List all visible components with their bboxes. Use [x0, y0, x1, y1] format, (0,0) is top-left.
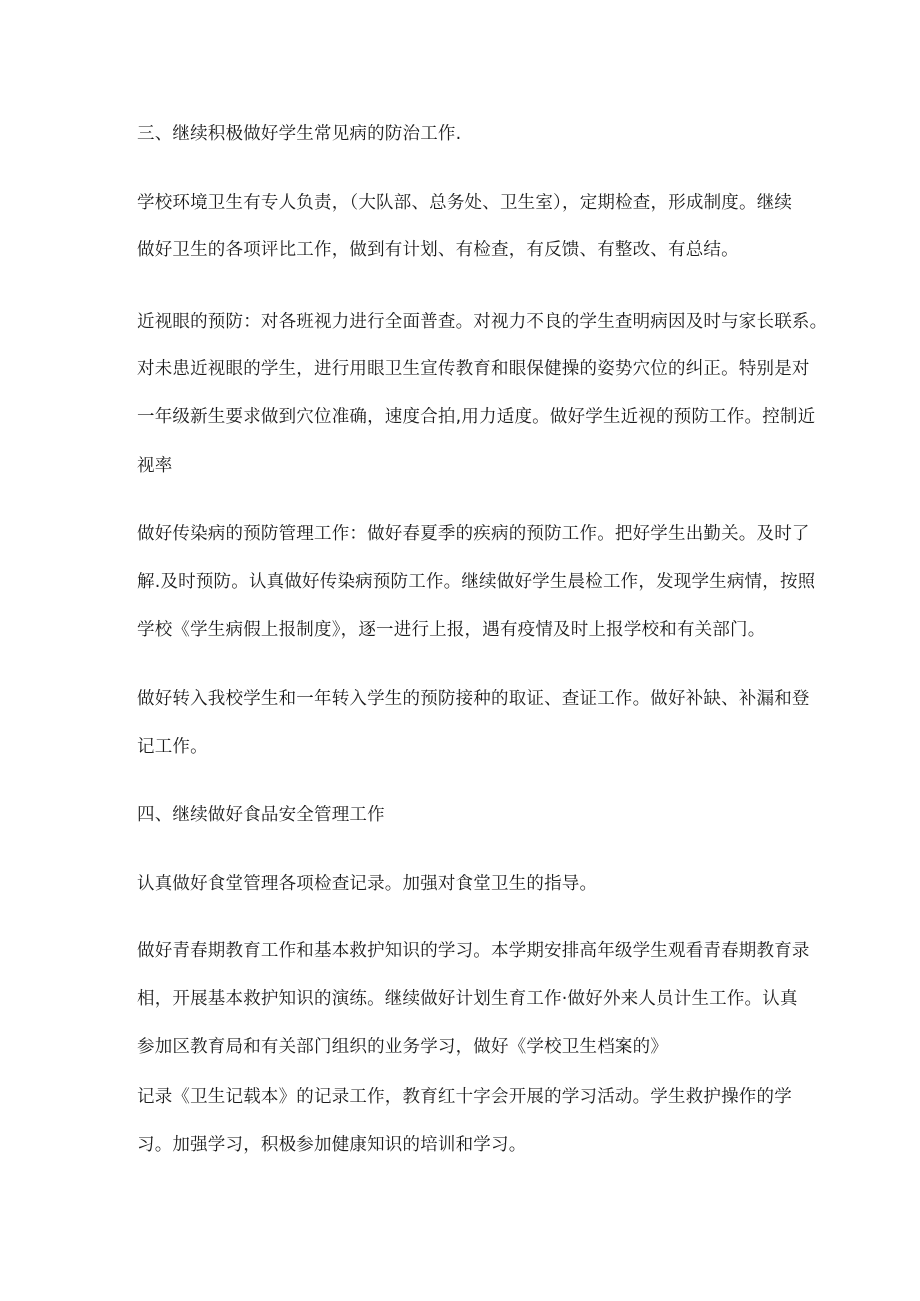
section-heading: 三、继续积极做好学生常见病的防治工作. [137, 124, 462, 144]
paragraph-line: 记录《卫生记载本》的记录工作，教育红十字会开展的学习活动。学生救护操作的学 [137, 1087, 792, 1107]
paragraph-line: 近视眼的预防：对各班视力进行全面普查。对视力不良的学生查明病因及时与家长联系。 [137, 312, 828, 332]
paragraph-line: 做好卫生的各项评比工作，做到有计划、有检查，有反馈、有整改、有总结。 [137, 240, 739, 260]
paragraph-line: 做好转入我校学生和一年转入学生的预防接种的取证、查证工作。做好补缺、补漏和登 [137, 689, 810, 709]
paragraph-line: 做好传染病的预防管理工作：做好春夏季的疾病的预防工作。把好学生出勤关。及时了 [137, 524, 810, 544]
paragraph-line: 认真做好食堂管理各项检查记录。加强对食堂卫生的指导。 [137, 874, 598, 894]
paragraph-line: 参加区教育局和有关部门组织的业务学习，做好《学校卫生档案的》 [137, 1037, 668, 1057]
section-heading: 四、继续做好食品安全管理工作 [137, 805, 385, 825]
paragraph-line: 记工作。 [137, 737, 208, 757]
paragraph-line: 学校《学生病假上报制度》，逐一进行上报，遇有疫情及时上报学校和有关部门。 [137, 620, 766, 640]
paragraph-line: 对未患近视眼的学生，进行用眼卫生宣传教育和眼保健操的姿势穴位的纠正。特别是对 [137, 359, 810, 379]
paragraph-line: 解.及时预防。认真做好传染病预防工作。继续做好学生晨检工作，发现学生病情，按照 [137, 572, 816, 592]
paragraph-line: 视率 [137, 456, 173, 476]
paragraph-line: 习。加强学习，积极参加健康知识的培训和学习。 [137, 1135, 527, 1155]
paragraph-line: 一年级新生要求做到穴位准确，速度合拍,用力适度。做好学生近视的预防工作。控制近 [137, 407, 816, 427]
paragraph-line: 做好青春期教育工作和基本救护知识的学习。本学期安排高年级学生观看青春期教育录 [137, 941, 810, 961]
paragraph-line: 学校环境卫生有专人负责，（大队部、总务处、卫生室），定期检查，形成制度。继续 [137, 193, 793, 213]
paragraph-line: 相，开展基本救护知识的演练。继续做好计划生育工作·做好外来人员计生工作。认真 [137, 989, 798, 1009]
